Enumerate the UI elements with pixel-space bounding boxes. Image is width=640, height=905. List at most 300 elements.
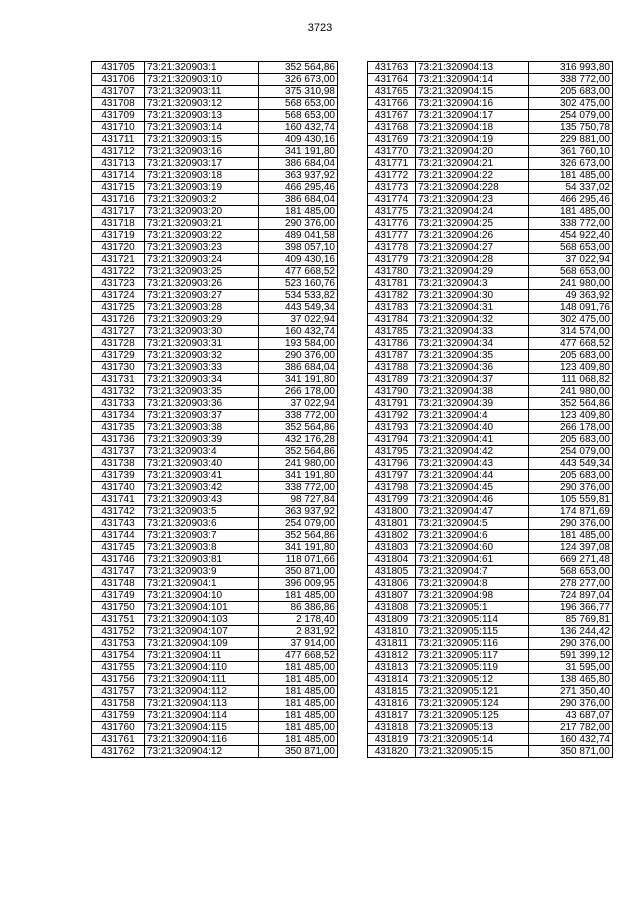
table-row xyxy=(92,434,338,446)
value-cell: 341 191,80 xyxy=(259,470,338,482)
value-cell: 409 430,16 xyxy=(259,254,338,266)
value-cell: 181 485,00 xyxy=(529,206,613,218)
value-cell: 241 980,00 xyxy=(529,278,613,290)
value-cell: 86 386,86 xyxy=(259,602,338,614)
table-row xyxy=(92,194,338,206)
table-row xyxy=(92,506,338,518)
value-cell: 266 178,00 xyxy=(529,422,613,434)
cadastral-number-cell: 73:21:320904:34 xyxy=(416,338,529,350)
table-row xyxy=(92,86,338,98)
cadastral-number-cell: 73:21:320904:47 xyxy=(416,506,529,518)
cadastral-number-cell: 73:21:320904:14 xyxy=(416,74,529,86)
value-cell: 341 191,80 xyxy=(259,542,338,554)
table-row xyxy=(92,278,338,290)
cadastral-number-cell: 73:21:320904:8 xyxy=(416,578,529,590)
record-number-cell: 431743 xyxy=(92,518,145,530)
record-number-cell: 431785 xyxy=(368,326,416,338)
table-row xyxy=(92,734,338,746)
table-row xyxy=(368,542,613,554)
value-cell: 386 684,04 xyxy=(259,194,338,206)
value-cell: 181 485,00 xyxy=(259,722,338,734)
cadastral-number-cell: 73:21:320904:110 xyxy=(145,662,259,674)
table-row xyxy=(92,398,338,410)
value-cell: 350 871,00 xyxy=(259,746,338,758)
value-cell: 363 937,92 xyxy=(259,170,338,182)
table-row xyxy=(368,386,613,398)
record-number-cell: 431709 xyxy=(92,110,145,122)
value-cell: 302 475,00 xyxy=(529,98,613,110)
value-cell: 241 980,00 xyxy=(529,386,613,398)
table-row xyxy=(368,86,613,98)
record-number-cell: 431786 xyxy=(368,338,416,350)
table-row xyxy=(368,458,613,470)
cadastral-number-cell: 73:21:320903:38 xyxy=(145,422,259,434)
cadastral-number-cell: 73:21:320904:5 xyxy=(416,518,529,530)
value-cell: 409 430,16 xyxy=(259,134,338,146)
cadastral-number-cell: 73:21:320903:40 xyxy=(145,458,259,470)
value-cell: 181 485,00 xyxy=(529,170,613,182)
value-cell: 338 772,00 xyxy=(529,74,613,86)
cadastral-number-cell: 73:21:320903:23 xyxy=(145,242,259,254)
cadastral-number-cell: 73:21:320903:22 xyxy=(145,230,259,242)
value-cell: 302 475,00 xyxy=(529,314,613,326)
record-number-cell: 431737 xyxy=(92,446,145,458)
record-number-cell: 431766 xyxy=(368,98,416,110)
cadastral-number-cell: 73:21:320904:46 xyxy=(416,494,529,506)
registry-table-left-body xyxy=(92,62,338,758)
record-number-cell: 431734 xyxy=(92,410,145,422)
record-number-cell: 431752 xyxy=(92,626,145,638)
value-cell: 568 653,00 xyxy=(259,98,338,110)
value-cell: 118 071,66 xyxy=(259,554,338,566)
cadastral-number-cell: 73:21:320905:121 xyxy=(416,686,529,698)
record-number-cell: 431730 xyxy=(92,362,145,374)
table-row xyxy=(92,566,338,578)
value-cell: 254 079,00 xyxy=(259,518,338,530)
cadastral-number-cell: 73:21:320904:40 xyxy=(416,422,529,434)
cadastral-number-cell: 73:21:320904:43 xyxy=(416,458,529,470)
cadastral-number-cell: 73:21:320904:27 xyxy=(416,242,529,254)
cadastral-number-cell: 73:21:320903:33 xyxy=(145,362,259,374)
value-cell: 326 673,00 xyxy=(529,158,613,170)
value-cell: 98 727,84 xyxy=(259,494,338,506)
value-cell: 290 376,00 xyxy=(259,218,338,230)
record-number-cell: 431755 xyxy=(92,662,145,674)
record-number-cell: 431771 xyxy=(368,158,416,170)
value-cell: 123 409,80 xyxy=(529,410,613,422)
table-row xyxy=(368,506,613,518)
value-cell: 724 897,04 xyxy=(529,590,613,602)
record-number-cell: 431774 xyxy=(368,194,416,206)
table-row xyxy=(368,398,613,410)
table-row xyxy=(368,470,613,482)
value-cell: 398 057,10 xyxy=(259,242,338,254)
cadastral-number-cell: 73:21:320904:44 xyxy=(416,470,529,482)
table-row xyxy=(368,266,613,278)
table-row xyxy=(368,434,613,446)
table-row xyxy=(368,710,613,722)
table-row xyxy=(92,470,338,482)
record-number-cell: 431811 xyxy=(368,638,416,650)
record-number-cell: 431744 xyxy=(92,530,145,542)
cadastral-number-cell: 73:21:320905:1 xyxy=(416,602,529,614)
table-row xyxy=(368,554,613,566)
table-row xyxy=(368,326,613,338)
cadastral-number-cell: 73:21:320904:36 xyxy=(416,362,529,374)
value-cell: 181 485,00 xyxy=(259,698,338,710)
record-number-cell: 431804 xyxy=(368,554,416,566)
table-row xyxy=(368,194,613,206)
value-cell: 534 533,82 xyxy=(259,290,338,302)
cadastral-number-cell: 73:21:320903:43 xyxy=(145,494,259,506)
table-row xyxy=(368,242,613,254)
cadastral-number-cell: 73:21:320904:29 xyxy=(416,266,529,278)
table-row xyxy=(92,746,338,758)
value-cell: 205 683,00 xyxy=(529,86,613,98)
table-row xyxy=(368,410,613,422)
value-cell: 181 485,00 xyxy=(259,686,338,698)
record-number-cell: 431770 xyxy=(368,146,416,158)
value-cell: 2 831,92 xyxy=(259,626,338,638)
table-row xyxy=(92,122,338,134)
record-number-cell: 431763 xyxy=(368,62,416,74)
cadastral-number-cell: 73:21:320904:35 xyxy=(416,350,529,362)
record-number-cell: 431788 xyxy=(368,362,416,374)
table-row xyxy=(368,698,613,710)
cadastral-number-cell: 73:21:320904:26 xyxy=(416,230,529,242)
table-row xyxy=(368,62,613,74)
registry-table-right xyxy=(367,61,613,758)
table-row xyxy=(92,530,338,542)
cadastral-number-cell: 73:21:320904:98 xyxy=(416,590,529,602)
cadastral-number-cell: 73:21:320903:24 xyxy=(145,254,259,266)
cadastral-number-cell: 73:21:320905:13 xyxy=(416,722,529,734)
table-row xyxy=(92,614,338,626)
record-number-cell: 431800 xyxy=(368,506,416,518)
value-cell: 266 178,00 xyxy=(259,386,338,398)
record-number-cell: 431754 xyxy=(92,650,145,662)
table-row xyxy=(92,686,338,698)
value-cell: 396 009,95 xyxy=(259,578,338,590)
value-cell: 432 176,28 xyxy=(259,434,338,446)
record-number-cell: 431746 xyxy=(92,554,145,566)
record-number-cell: 431816 xyxy=(368,698,416,710)
record-number-cell: 431750 xyxy=(92,602,145,614)
record-number-cell: 431779 xyxy=(368,254,416,266)
record-number-cell: 431777 xyxy=(368,230,416,242)
table-row xyxy=(368,350,613,362)
record-number-cell: 431735 xyxy=(92,422,145,434)
cadastral-number-cell: 73:21:320903:27 xyxy=(145,290,259,302)
value-cell: 477 668,52 xyxy=(259,650,338,662)
value-cell: 111 068,82 xyxy=(529,374,613,386)
table-row xyxy=(92,446,338,458)
record-number-cell: 431808 xyxy=(368,602,416,614)
cadastral-number-cell: 73:21:320904:1 xyxy=(145,578,259,590)
cadastral-number-cell: 73:21:320903:35 xyxy=(145,386,259,398)
record-number-cell: 431720 xyxy=(92,242,145,254)
value-cell: 54 337,02 xyxy=(529,182,613,194)
value-cell: 454 922,40 xyxy=(529,230,613,242)
record-number-cell: 431747 xyxy=(92,566,145,578)
table-row xyxy=(92,410,338,422)
value-cell: 43 687,07 xyxy=(529,710,613,722)
record-number-cell: 431736 xyxy=(92,434,145,446)
table-row xyxy=(368,650,613,662)
record-number-cell: 431802 xyxy=(368,530,416,542)
table-row xyxy=(92,602,338,614)
table-row xyxy=(92,362,338,374)
table-row xyxy=(92,422,338,434)
cadastral-number-cell: 73:21:320903:18 xyxy=(145,170,259,182)
record-number-cell: 431732 xyxy=(92,386,145,398)
table-row xyxy=(92,458,338,470)
record-number-cell: 431817 xyxy=(368,710,416,722)
cadastral-number-cell: 73:21:320904:45 xyxy=(416,482,529,494)
table-row xyxy=(368,530,613,542)
record-number-cell: 431772 xyxy=(368,170,416,182)
value-cell: 37 022,94 xyxy=(259,398,338,410)
table-row xyxy=(368,98,613,110)
registry-table-right-body xyxy=(368,62,613,758)
value-cell: 466 295,46 xyxy=(259,182,338,194)
cadastral-number-cell: 73:21:320903:8 xyxy=(145,542,259,554)
cadastral-number-cell: 73:21:320904:24 xyxy=(416,206,529,218)
record-number-cell: 431758 xyxy=(92,698,145,710)
record-number-cell: 431797 xyxy=(368,470,416,482)
table-row xyxy=(368,482,613,494)
record-number-cell: 431814 xyxy=(368,674,416,686)
cadastral-number-cell: 73:21:320903:4 xyxy=(145,446,259,458)
table-row xyxy=(92,134,338,146)
cadastral-number-cell: 73:21:320904:101 xyxy=(145,602,259,614)
record-number-cell: 431725 xyxy=(92,302,145,314)
cadastral-number-cell: 73:21:320904:42 xyxy=(416,446,529,458)
cadastral-number-cell: 73:21:320904:10 xyxy=(145,590,259,602)
table-row xyxy=(368,578,613,590)
value-cell: 352 564,86 xyxy=(259,62,338,74)
table-row xyxy=(368,302,613,314)
record-number-cell: 431812 xyxy=(368,650,416,662)
value-cell: 254 079,00 xyxy=(529,446,613,458)
table-row xyxy=(368,230,613,242)
record-number-cell: 431710 xyxy=(92,122,145,134)
record-number-cell: 431722 xyxy=(92,266,145,278)
table-row xyxy=(92,314,338,326)
value-cell: 591 399,12 xyxy=(529,650,613,662)
value-cell: 352 564,86 xyxy=(259,446,338,458)
cadastral-number-cell: 73:21:320904:15 xyxy=(416,86,529,98)
table-row xyxy=(368,182,613,194)
cadastral-number-cell: 73:21:320903:11 xyxy=(145,86,259,98)
record-number-cell: 431731 xyxy=(92,374,145,386)
table-row xyxy=(368,338,613,350)
record-number-cell: 431799 xyxy=(368,494,416,506)
record-number-cell: 431712 xyxy=(92,146,145,158)
cadastral-number-cell: 73:21:320905:117 xyxy=(416,650,529,662)
record-number-cell: 431795 xyxy=(368,446,416,458)
value-cell: 254 079,00 xyxy=(529,110,613,122)
record-number-cell: 431711 xyxy=(92,134,145,146)
record-number-cell: 431717 xyxy=(92,206,145,218)
record-number-cell: 431803 xyxy=(368,542,416,554)
value-cell: 523 160,76 xyxy=(259,278,338,290)
record-number-cell: 431748 xyxy=(92,578,145,590)
cadastral-number-cell: 73:21:320903:41 xyxy=(145,470,259,482)
record-number-cell: 431738 xyxy=(92,458,145,470)
cadastral-number-cell: 73:21:320905:124 xyxy=(416,698,529,710)
table-row xyxy=(92,290,338,302)
cadastral-number-cell: 73:21:320903:2 xyxy=(145,194,259,206)
record-number-cell: 431718 xyxy=(92,218,145,230)
table-row xyxy=(92,206,338,218)
record-number-cell: 431794 xyxy=(368,434,416,446)
cadastral-number-cell: 73:21:320903:5 xyxy=(145,506,259,518)
table-row xyxy=(368,314,613,326)
table-row xyxy=(92,254,338,266)
table-row xyxy=(92,338,338,350)
cadastral-number-cell: 73:21:320903:32 xyxy=(145,350,259,362)
table-row xyxy=(92,170,338,182)
record-number-cell: 431741 xyxy=(92,494,145,506)
table-row xyxy=(92,98,338,110)
table-row xyxy=(368,590,613,602)
table-row xyxy=(92,554,338,566)
cadastral-number-cell: 73:21:320904:103 xyxy=(145,614,259,626)
table-row xyxy=(368,110,613,122)
value-cell: 338 772,00 xyxy=(259,482,338,494)
record-number-cell: 431818 xyxy=(368,722,416,734)
value-cell: 568 653,00 xyxy=(529,242,613,254)
table-row xyxy=(368,674,613,686)
cadastral-number-cell: 73:21:320904:6 xyxy=(416,530,529,542)
value-cell: 31 595,00 xyxy=(529,662,613,674)
value-cell: 217 782,00 xyxy=(529,722,613,734)
cadastral-number-cell: 73:21:320903:6 xyxy=(145,518,259,530)
cadastral-number-cell: 73:21:320904:20 xyxy=(416,146,529,158)
table-row xyxy=(92,218,338,230)
table-row xyxy=(92,158,338,170)
record-number-cell: 431776 xyxy=(368,218,416,230)
record-number-cell: 431791 xyxy=(368,398,416,410)
table-row xyxy=(92,266,338,278)
cadastral-number-cell: 73:21:320905:12 xyxy=(416,674,529,686)
record-number-cell: 431745 xyxy=(92,542,145,554)
value-cell: 160 432,74 xyxy=(529,734,613,746)
record-number-cell: 431820 xyxy=(368,746,416,758)
record-number-cell: 431759 xyxy=(92,710,145,722)
value-cell: 350 871,00 xyxy=(259,566,338,578)
cadastral-number-cell: 73:21:320904:23 xyxy=(416,194,529,206)
record-number-cell: 431768 xyxy=(368,122,416,134)
table-row xyxy=(92,674,338,686)
cadastral-number-cell: 73:21:320903:21 xyxy=(145,218,259,230)
record-number-cell: 431756 xyxy=(92,674,145,686)
cadastral-number-cell: 73:21:320904:28 xyxy=(416,254,529,266)
cadastral-number-cell: 73:21:320905:119 xyxy=(416,662,529,674)
value-cell: 138 465,80 xyxy=(529,674,613,686)
value-cell: 568 653,00 xyxy=(259,110,338,122)
value-cell: 124 397,08 xyxy=(529,542,613,554)
value-cell: 181 485,00 xyxy=(259,734,338,746)
value-cell: 352 564,86 xyxy=(259,530,338,542)
cadastral-number-cell: 73:21:320903:9 xyxy=(145,566,259,578)
cadastral-number-cell: 73:21:320903:16 xyxy=(145,146,259,158)
value-cell: 229 881,00 xyxy=(529,134,613,146)
record-number-cell: 431815 xyxy=(368,686,416,698)
value-cell: 350 871,00 xyxy=(529,746,613,758)
table-row xyxy=(368,170,613,182)
record-number-cell: 431780 xyxy=(368,266,416,278)
table-row xyxy=(92,518,338,530)
table-row xyxy=(368,602,613,614)
table-row xyxy=(92,638,338,650)
value-cell: 290 376,00 xyxy=(529,698,613,710)
cadastral-number-cell: 73:21:320904:16 xyxy=(416,98,529,110)
value-cell: 278 277,00 xyxy=(529,578,613,590)
value-cell: 196 366,77 xyxy=(529,602,613,614)
cadastral-number-cell: 73:21:320904:60 xyxy=(416,542,529,554)
cadastral-number-cell: 73:21:320903:20 xyxy=(145,206,259,218)
table-row xyxy=(368,74,613,86)
record-number-cell: 431775 xyxy=(368,206,416,218)
record-number-cell: 431784 xyxy=(368,314,416,326)
record-number-cell: 431782 xyxy=(368,290,416,302)
value-cell: 443 549,34 xyxy=(259,302,338,314)
cadastral-number-cell: 73:21:320904:32 xyxy=(416,314,529,326)
value-cell: 290 376,00 xyxy=(529,638,613,650)
value-cell: 568 653,00 xyxy=(529,566,613,578)
record-number-cell: 431733 xyxy=(92,398,145,410)
record-number-cell: 431715 xyxy=(92,182,145,194)
value-cell: 135 750,78 xyxy=(529,122,613,134)
table-row xyxy=(368,122,613,134)
value-cell: 386 684,04 xyxy=(259,362,338,374)
table-row xyxy=(92,62,338,74)
table-row xyxy=(92,74,338,86)
value-cell: 37 914,00 xyxy=(259,638,338,650)
record-number-cell: 431801 xyxy=(368,518,416,530)
record-number-cell: 431742 xyxy=(92,506,145,518)
table-row xyxy=(92,374,338,386)
record-number-cell: 431778 xyxy=(368,242,416,254)
cadastral-number-cell: 73:21:320903:7 xyxy=(145,530,259,542)
page-number: 3723 xyxy=(307,22,333,34)
record-number-cell: 431764 xyxy=(368,74,416,86)
value-cell: 361 760,10 xyxy=(529,146,613,158)
cadastral-number-cell: 73:21:320905:14 xyxy=(416,734,529,746)
cadastral-number-cell: 73:21:320904:116 xyxy=(145,734,259,746)
record-number-cell: 431740 xyxy=(92,482,145,494)
value-cell: 341 191,80 xyxy=(259,374,338,386)
cadastral-number-cell: 73:21:320903:29 xyxy=(145,314,259,326)
value-cell: 338 772,00 xyxy=(529,218,613,230)
cadastral-number-cell: 73:21:320904:107 xyxy=(145,626,259,638)
value-cell: 241 980,00 xyxy=(259,458,338,470)
cadastral-number-cell: 73:21:320903:26 xyxy=(145,278,259,290)
value-cell: 669 271,48 xyxy=(529,554,613,566)
table-row xyxy=(92,326,338,338)
table-row xyxy=(368,626,613,638)
table-row xyxy=(92,626,338,638)
cadastral-number-cell: 73:21:320904:61 xyxy=(416,554,529,566)
cadastral-number-cell: 73:21:320905:15 xyxy=(416,746,529,758)
cadastral-number-cell: 73:21:320904:30 xyxy=(416,290,529,302)
value-cell: 181 485,00 xyxy=(259,590,338,602)
table-row xyxy=(92,710,338,722)
value-cell: 181 485,00 xyxy=(259,206,338,218)
cadastral-number-cell: 73:21:320904:109 xyxy=(145,638,259,650)
